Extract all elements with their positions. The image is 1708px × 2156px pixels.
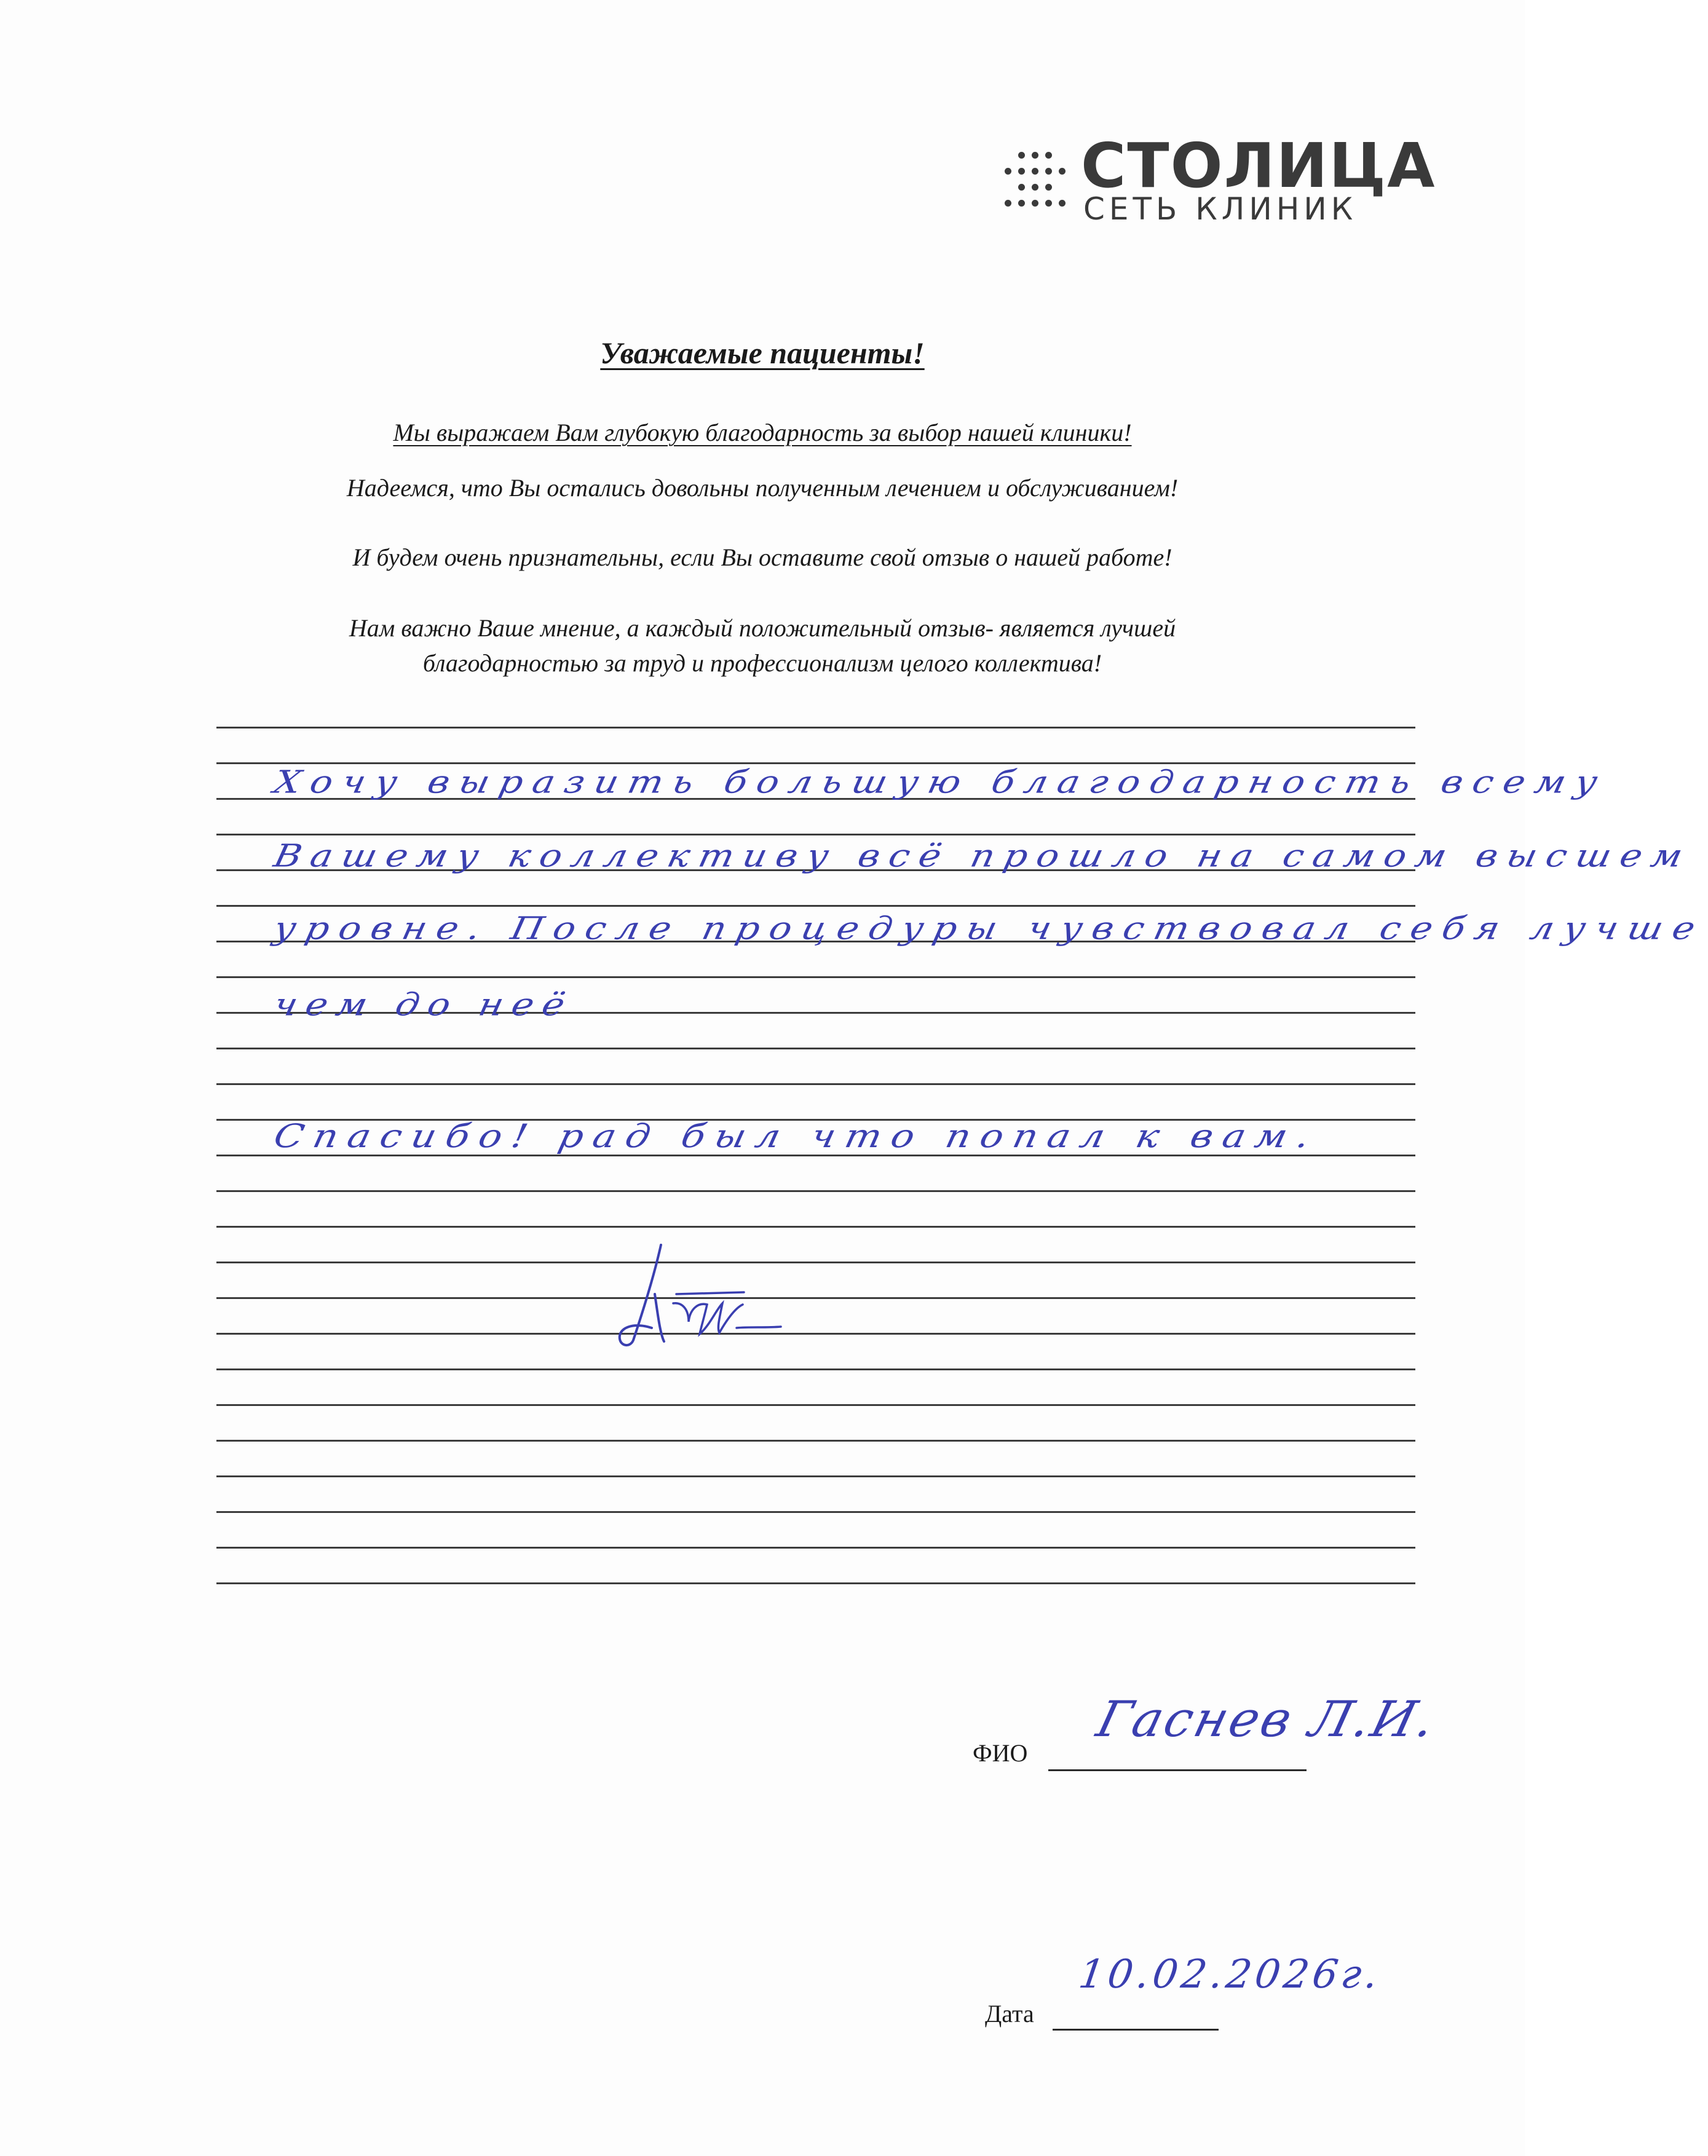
rule-line — [216, 1226, 1415, 1228]
letter-line-hope: Надеемся, что Вы остались довольны полученным лечением и обслуживанием! — [346, 474, 1179, 502]
patient-signature — [596, 1236, 805, 1352]
rule-line — [216, 834, 1415, 835]
rule-line — [216, 1262, 1415, 1263]
review-line-3: уровне. После процедуры чувствовал себя лучше — [271, 910, 1708, 947]
rule-line — [216, 905, 1415, 907]
ruled-lines — [216, 0, 1415, 2156]
rule-line — [216, 976, 1415, 978]
review-line-5: Спасибо! рад был что попал к вам. — [271, 1116, 1323, 1155]
rule-line — [216, 1297, 1415, 1299]
rule-line — [216, 1083, 1415, 1085]
letter-line-opinion-a: Нам важно Ваше мнение, а каждый положительный отзыв- является лучшей — [349, 614, 1176, 642]
date-underline — [1053, 2029, 1219, 2031]
rule-line — [216, 1440, 1415, 1442]
date-label: Дата — [985, 2000, 1034, 2028]
rule-line — [216, 1048, 1415, 1049]
rule-line — [216, 1547, 1415, 1549]
fio-value: Гаснев Л.И. — [1091, 1691, 1444, 1748]
logo-subtitle: СЕТЬ КЛИНИК — [1083, 191, 1358, 227]
rule-line — [216, 1368, 1415, 1370]
rule-line — [216, 1511, 1415, 1513]
rule-line — [216, 1190, 1415, 1192]
review-line-1: Хочу выразить большую благодарность всему — [271, 764, 1611, 800]
rule-line — [216, 727, 1415, 729]
review-line-2: Вашему коллективу всё прошло на самом высшем — [271, 837, 1695, 874]
rule-line — [216, 1333, 1415, 1335]
rule-line — [216, 1475, 1415, 1477]
date-value: 10.02.2026г. — [1076, 1952, 1385, 1997]
review-line-4: чем до неё — [271, 986, 577, 1023]
fio-underline — [1048, 1769, 1307, 1771]
rule-line — [216, 1582, 1415, 1584]
rule-line — [216, 1404, 1415, 1406]
letter-line-thanks-text: Мы выражаем Вам глубокую благодарность за выбор нашей клиники! — [393, 419, 1132, 446]
logo-title: СТОЛИЦА — [1081, 130, 1436, 202]
fio-label: ФИО — [973, 1739, 1028, 1767]
letter-heading-text: Уважаемые пациенты! — [600, 336, 925, 370]
letter-line-request: И будем очень признательны, если Вы оставите свой отзыв о нашей работе! — [352, 543, 1172, 571]
letter-line-opinion-b: благодарностью за труд и профессионализм целого коллектива! — [422, 649, 1102, 677]
